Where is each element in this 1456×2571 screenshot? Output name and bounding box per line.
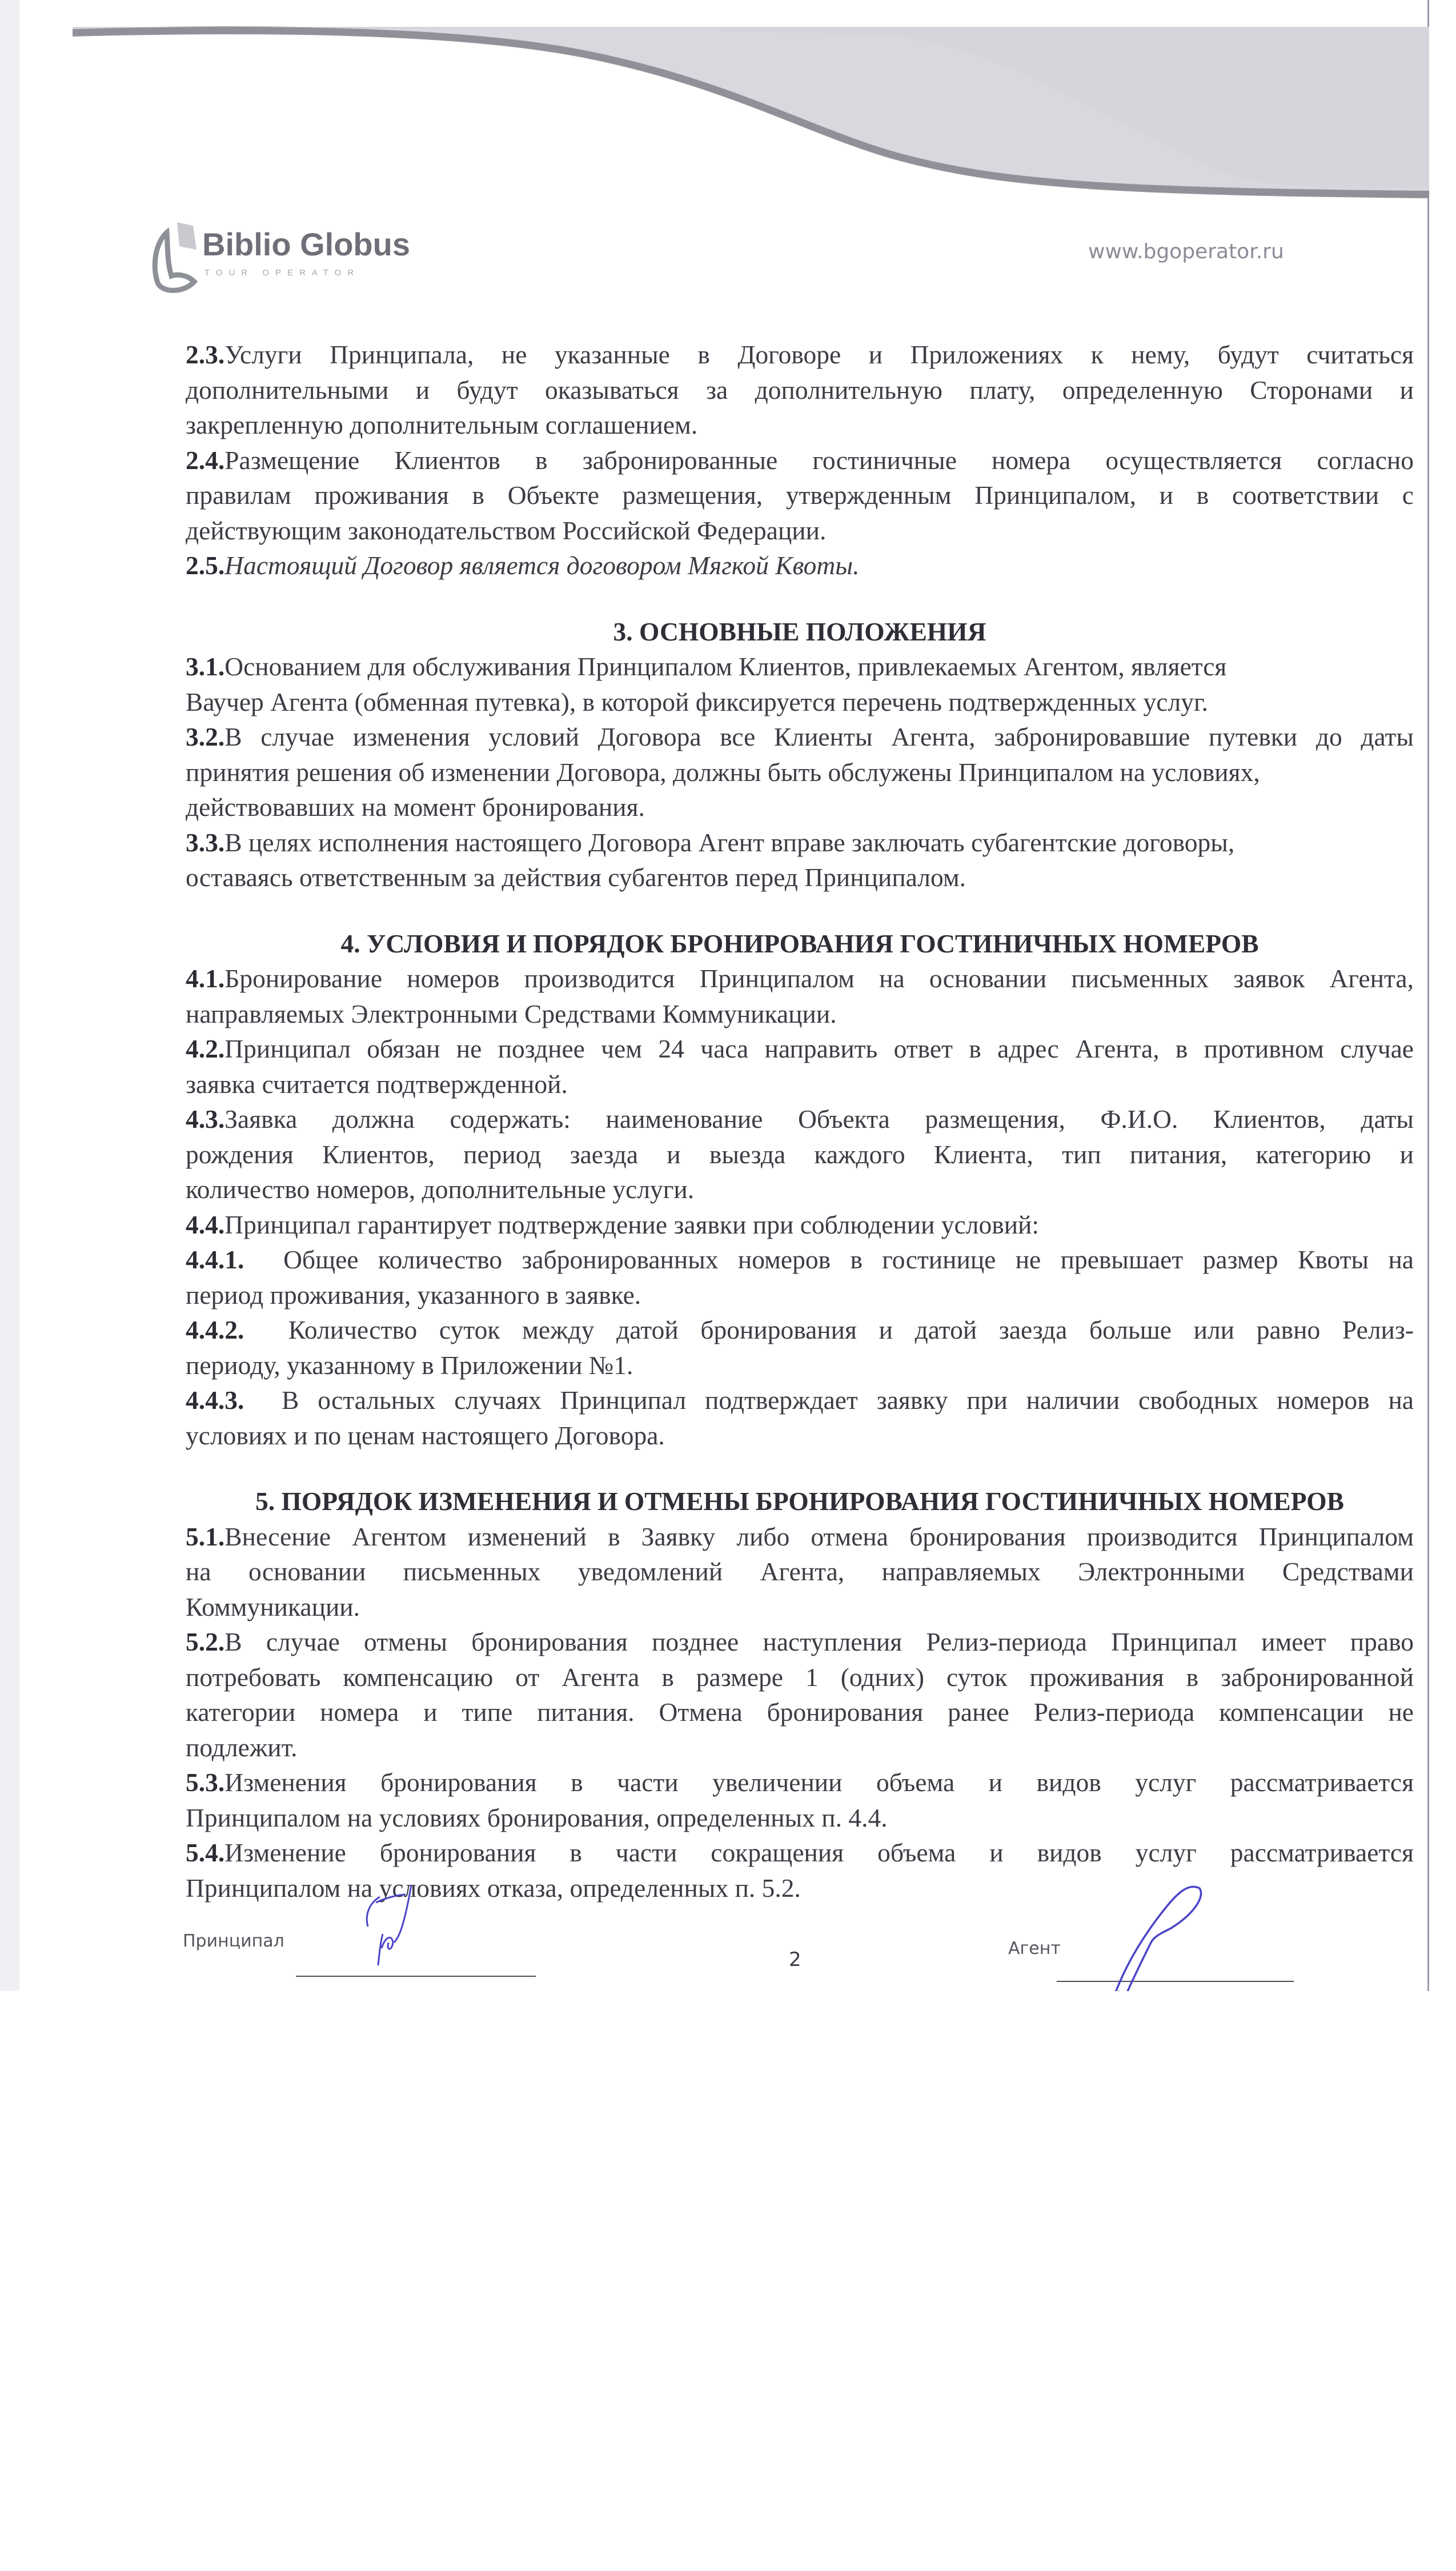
section-heading: 4. УСЛОВИЯ И ПОРЯДОК БРОНИРОВАНИЯ ГОСТИНИЧНЫХ НОМЕРОВ bbox=[340, 928, 1259, 958]
section-4 bbox=[186, 926, 1414, 1453]
clause-number: 4.2. bbox=[186, 1034, 225, 1063]
clause-4-4: 4.4.Принципал гарантирует подтверждение заявки при соблюдении условий: bbox=[186, 1210, 1040, 1239]
clause-number: 5.3. bbox=[186, 1768, 225, 1797]
principal-signature-label: Принципал bbox=[183, 1931, 284, 1951]
website-url: www.bgoperator.ru bbox=[1088, 240, 1284, 263]
clause-number: 4.4.1. bbox=[186, 1245, 244, 1274]
clause-2-4: 2.4.Размещение Клиентов в забронированные гостиничные номера осуществляется согласно правилам проживания в Объекте размещения, утвержденным Принципалом, и в соответствии с действующим законодательством Российской Федерации. bbox=[186, 445, 1414, 545]
clause-number: 4.3. bbox=[186, 1104, 225, 1134]
clause-3-1: 3.1.Основанием для обслуживания Принципалом Клиентов, привлекаемых Агентом, является Ваучер Агента (обменная путевка), в которой фиксируется перечень подтвержденных услуг. bbox=[186, 652, 1227, 716]
clause-2-3: 2.3.Услуги Принципала, не указанные в Договоре и Приложениях к нему, будут считаться дополнительными и будут оказываться за дополнительную плату, определенную Сторонами и закрепленную дополнительным соглашением. bbox=[186, 340, 1414, 439]
logo-name: Biblio Globus bbox=[202, 226, 410, 262]
principal-signature bbox=[348, 1880, 423, 1983]
company-logo bbox=[150, 220, 470, 294]
clause-number: 5.2. bbox=[186, 1627, 225, 1656]
logo-tagline: TOUR OPERATOR bbox=[204, 268, 360, 278]
section-heading: 3. ОСНОВНЫЕ ПОЛОЖЕНИЯ bbox=[613, 616, 986, 646]
clause-number: 4.4. bbox=[186, 1210, 225, 1239]
clause-number: 4.4.3. bbox=[186, 1385, 244, 1415]
section-5 bbox=[186, 1484, 1414, 1905]
agent-signature bbox=[1102, 1880, 1228, 1991]
clause-5-3: 5.3.Изменения бронирования в части увеличении объема и видов услуг рассматривается Принципалом на условиях бронирования, определенных п. 4.4. bbox=[186, 1768, 1414, 1832]
section-heading: 5. ПОРЯДОК ИЗМЕНЕНИЯ И ОТМЕНЫ БРОНИРОВАНИЯ ГОСТИНИЧНЫХ НОМЕРОВ bbox=[255, 1487, 1345, 1516]
clause-3-3: 3.3.В целях исполнения настоящего Договора Агент вправе заключать субагентские договоры, оставаясь ответственным за действия субагентов перед Принципалом. bbox=[186, 827, 1235, 892]
section-3 bbox=[186, 614, 1414, 895]
logo-mark-icon bbox=[150, 220, 201, 294]
clause-5-4: 5.4.Изменение бронирования в части сокращения объема и видов услуг рассматривается Принципалом на условиях отказа, определенных п. 5.2. bbox=[186, 1838, 1414, 1903]
scan-left-edge bbox=[0, 0, 19, 1991]
clause-number: 2.4. bbox=[186, 445, 225, 475]
clause-number: 5.4. bbox=[186, 1838, 225, 1867]
clause-number: 3.1. bbox=[186, 652, 225, 681]
clause-number: 3.2. bbox=[186, 722, 225, 751]
contract-body bbox=[186, 337, 1414, 1905]
clause-5-1: 5.1.Внесение Агентом изменений в Заявку либо отмена бронирования производится Принципалом на основании письменных уведомлений Агента, направляемых Электронными Средствами Коммуникации. bbox=[186, 1521, 1414, 1621]
clause-number: 3.3. bbox=[186, 827, 225, 857]
scan-right-edge bbox=[1427, 0, 1429, 1991]
clause-4-4-3: 4.4.3. В остальных случаях Принципал подтверждает заявку при наличии свободных номеров на условиях и по ценам настоящего Договора. bbox=[186, 1385, 1414, 1450]
clause-number: 2.3. bbox=[186, 340, 225, 369]
clause-number: 2.5. bbox=[186, 551, 225, 580]
clause-3-2: 3.2.В случае изменения условий Договора все Клиенты Агента, забронировавшие путевки до даты принятия решения об изменении Договора, должны быть обслужены Принципалом на условиях, действовавших на момент бронирования. bbox=[186, 722, 1414, 822]
clause-5-2: 5.2.В случае отмены бронирования позднее наступления Релиз-периода Принципал имеет право потребовать компенсацию от Агента в размере 1 (одних) суток проживания в забронированной категории номера и типе питания. Отмена бронирования ранее Релиз-периода компенсации не подлежит. bbox=[186, 1627, 1414, 1762]
clause-4-2: 4.2.Принципал обязан не позднее чем 24 часа направить ответ в адрес Агента, в противном случае заявка считается подтвержденной. bbox=[186, 1034, 1414, 1099]
header-wave-decoration bbox=[73, 20, 1429, 203]
page-number: 2 bbox=[789, 1948, 801, 1971]
clause-4-4-1: 4.4.1. Общее количество забронированных номеров в гостинице не превышает размер Квоты на период проживания, указанного в заявке. bbox=[186, 1245, 1414, 1309]
agent-signature-label: Агент bbox=[1008, 1939, 1061, 1959]
clause-4-1: 4.1.Бронирование номеров производится Принципалом на основании письменных заявок Агента, направляемых Электронными Средствами Коммуникации. bbox=[186, 964, 1414, 1028]
clause-number: 4.1. bbox=[186, 964, 225, 993]
clause-2-5: 2.5.Настоящий Договор является договором Мягкой Квоты. bbox=[186, 551, 860, 580]
clause-number: 5.1. bbox=[186, 1521, 225, 1551]
section-2 bbox=[186, 337, 1414, 583]
clause-4-4-2: 4.4.2. Количество суток между датой бронирования и датой заезда больше или равно Релиз- периоду, указанному в Приложении №1. bbox=[186, 1315, 1414, 1380]
clause-4-3: 4.3.Заявка должна содержать: наименование Объекта размещения, Ф.И.О. Клиентов, даты рождения Клиентов, период заезда и выезда каждого Клиента, тип питания, категорию и количество номеров, дополнительные услуги. bbox=[186, 1104, 1414, 1204]
clause-number: 4.4.2. bbox=[186, 1315, 244, 1344]
